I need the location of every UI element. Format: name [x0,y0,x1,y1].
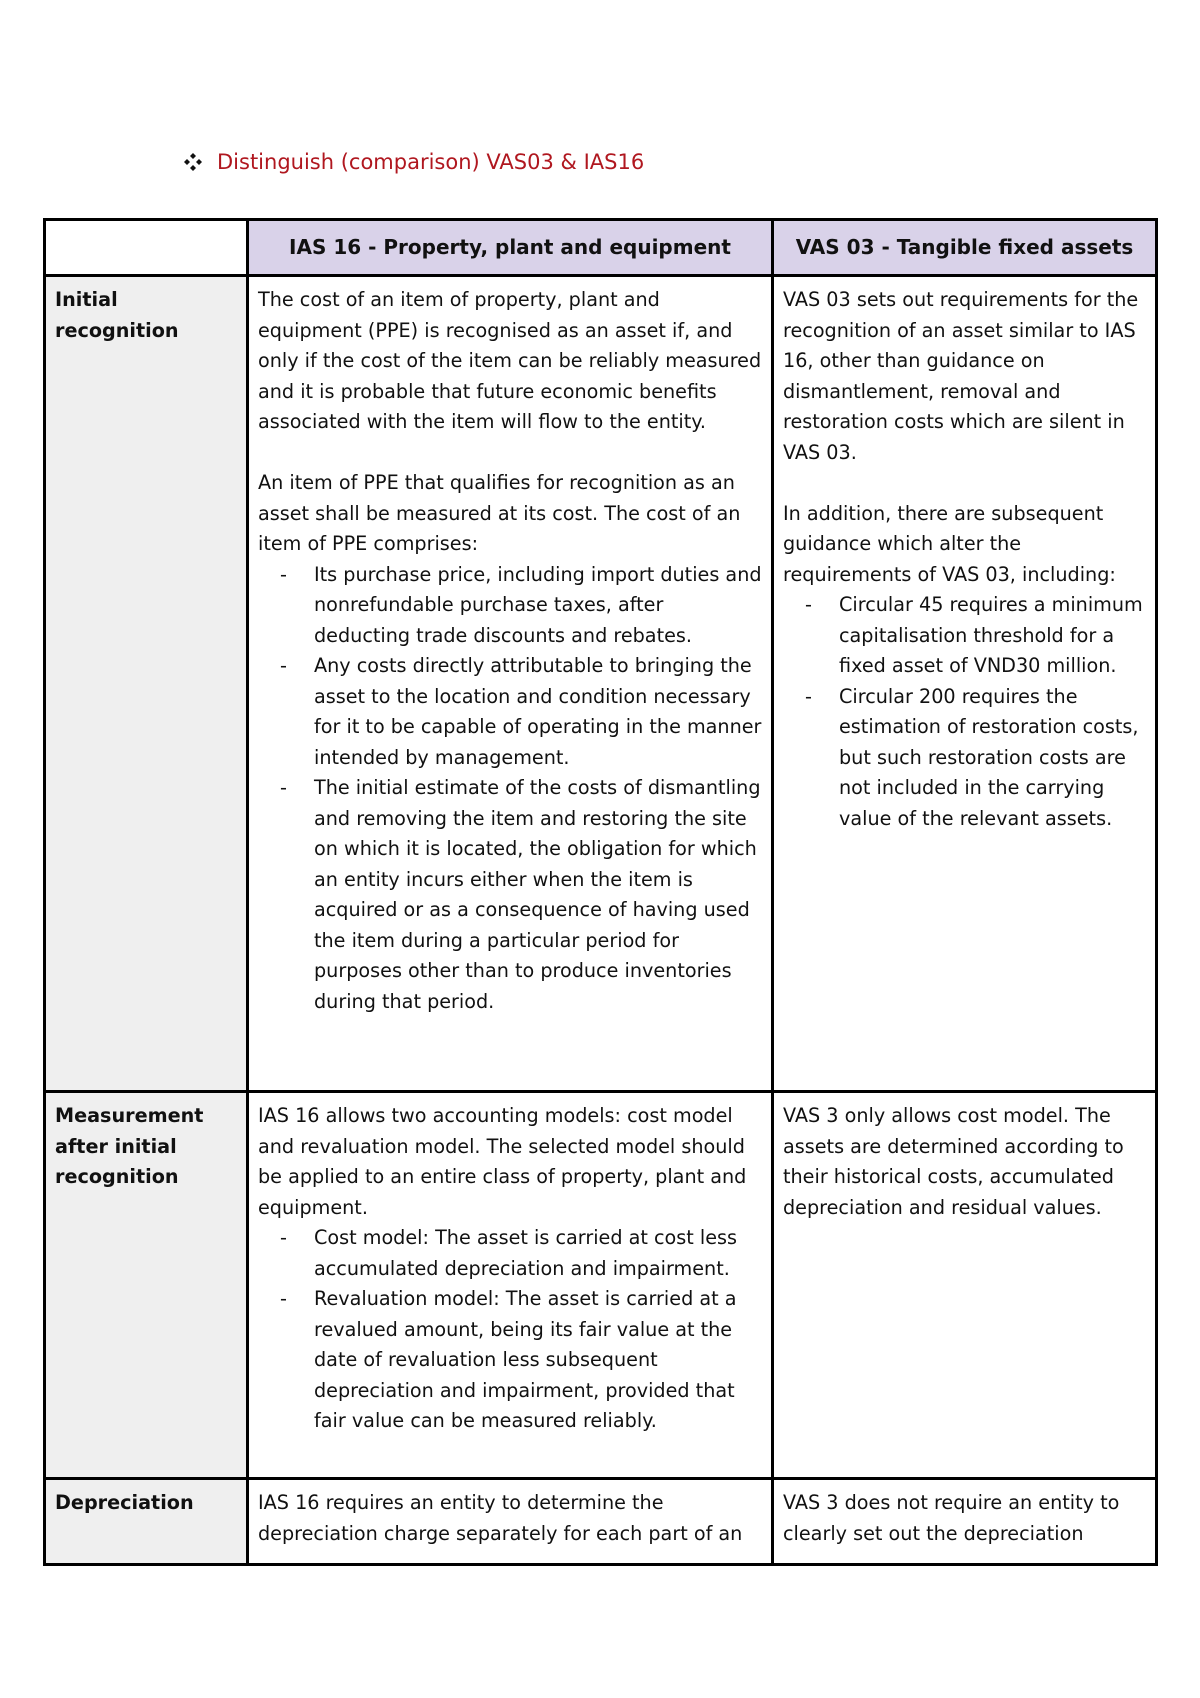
row-label-initial-recognition: Initial recognition [45,276,248,1092]
list-item: - Circular 200 requires the estimation of restoration costs, but such restoration costs are not included in the carrying value of the relevant assets. [783,682,1146,835]
comparison-table [43,218,1158,1566]
row-label-depreciation: Depreciation [45,1479,248,1565]
row-label-measurement: Measurement after initial recognition [45,1092,248,1479]
list-item: - Cost model: The asset is carried at cost less accumulated depreciation and impairment. [258,1223,762,1284]
list-item: - Circular 45 requires a minimum capitalisation threshold for a fixed asset of VND30 million. [783,590,1146,682]
section-heading [183,150,644,174]
vas-initial-p2: In addition, there are subsequent guidance which alter the requirements of VAS 03, including: [783,501,1116,586]
vas-measurement-cell [773,1092,1157,1479]
table-row [45,1092,1157,1479]
list-item: - The initial estimate of the costs of dismantling and removing the item and restoring the site on which it is located, the obligation for which an entity incurs either when the item is acquired or as a consequence of having used the item during a particular period for purposes other than to produce inventories during that period. [258,773,762,1017]
header-corner-cell [45,220,248,276]
list-item: - Revaluation model: The asset is carried at a revalued amount, being its fair value at the date of revaluation less subsequent depreciation and impairment, provided that fair value can be measured reliably. [258,1284,762,1437]
vas-depreciation-cell [773,1479,1157,1565]
ias-initial-p1: The cost of an item of property, plant and equipment (PPE) is recognised as an asset if, and only if the cost of the item can be reliably measured and it is probable that future economic benefits associated with the item will flow to the entity. [258,288,762,433]
heading-text: Distinguish (comparison) VAS03 & IAS16 [217,150,645,174]
ias-depreciation-cell [248,1479,773,1565]
table-header-row [45,220,1157,276]
vas-measurement-p1: VAS 3 only allows cost model. The assets are determined according to their historical costs, accumulated depreciation and residual values. [783,1104,1124,1219]
diamond-bullet-icon [183,152,203,172]
table-row [45,1479,1157,1565]
vas-initial-circular-list [783,590,1146,834]
vas-initial-p1: VAS 03 sets out requirements for the recognition of an asset similar to IAS 16, other than guidance on dismantlement, removal and restoration costs which are silent in VAS 03. [783,288,1139,464]
ias-initial-p2: An item of PPE that qualifies for recognition as an asset shall be measured at its cost. The cost of an item of PPE comprises: [258,471,741,555]
ias-initial-recognition-cell [248,276,773,1092]
ias-measurement-p1: IAS 16 allows two accounting models: cost model and revaluation model. The selected model should be applied to an entire class of property, plant and equipment. [258,1104,747,1219]
list-item: - Its purchase price, including import duties and nonrefundable purchase taxes, after deducting trade discounts and rebates. [258,560,762,652]
header-ias16: IAS 16 - Property, plant and equipment [248,220,773,276]
vas-depreciation-p1: VAS 3 does not require an entity to clearly set out the depreciation [783,1491,1120,1545]
header-vas03: VAS 03 - Tangible fixed assets [773,220,1157,276]
vas-initial-recognition-cell [773,276,1157,1092]
ias-measurement-cell [248,1092,773,1479]
table-row [45,276,1157,1092]
ias-depreciation-p1: IAS 16 requires an entity to determine the depreciation charge separately for each part of an [258,1491,743,1545]
ias-initial-cost-list [258,560,762,1018]
ias-measurement-models-list [258,1223,762,1437]
list-item: - Any costs directly attributable to bringing the asset to the location and condition necessary for it to be capable of operating in the manner intended by management. [258,651,762,773]
